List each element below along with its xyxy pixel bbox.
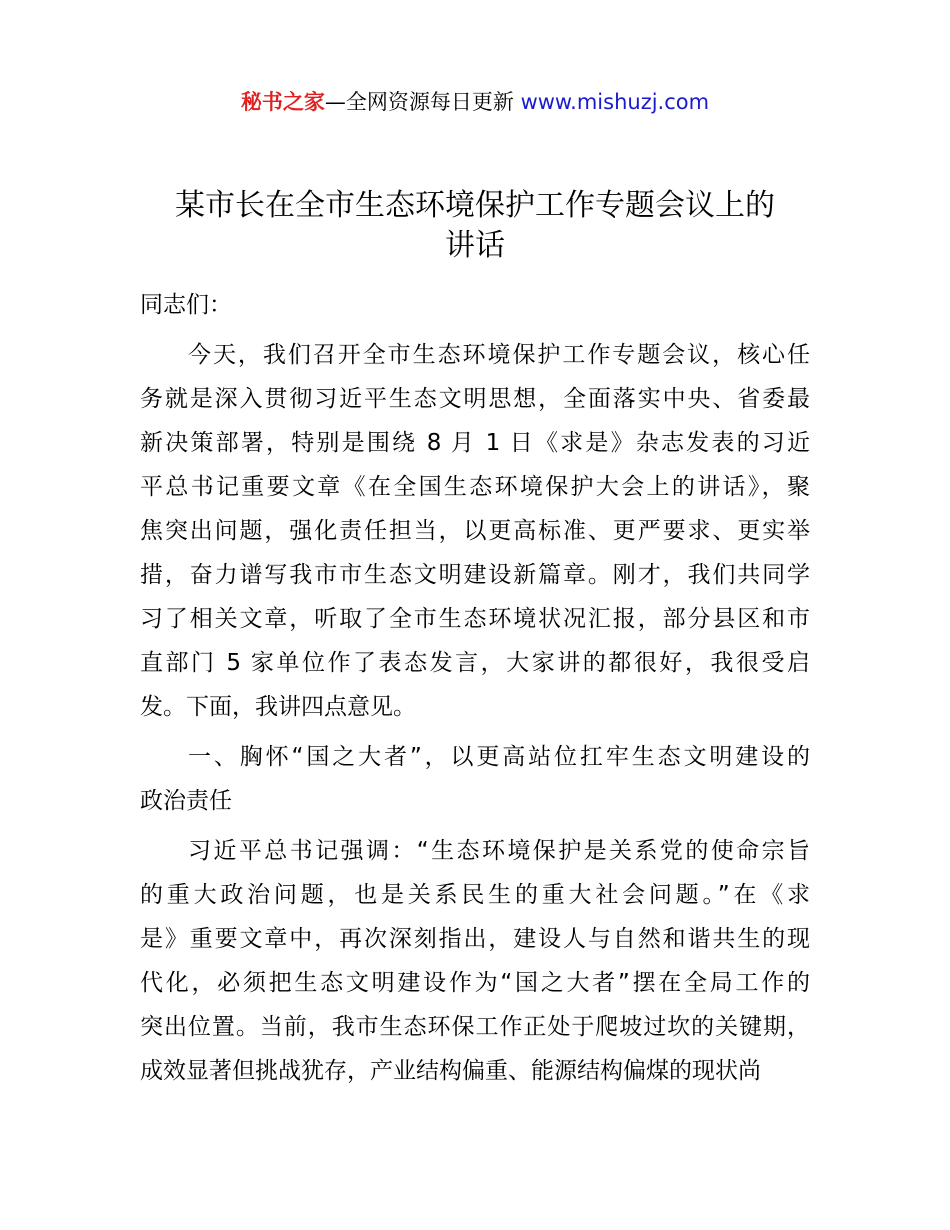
document-title	[120, 186, 830, 266]
site-tagline: —全网资源每日更新	[324, 90, 521, 114]
title-line: 讲话	[445, 228, 505, 263]
paragraph-section-1	[140, 832, 810, 1096]
title-line: 某市长在全市生态环境保护工作专题会议上的	[175, 188, 775, 223]
text-line: 习了相关文章，听取了全市生态环境状况汇报，部分县区和市	[140, 606, 810, 632]
text-line: 务就是深入贯彻习近平生态文明思想，全面落实中央、省委最	[140, 386, 810, 412]
text-line: 是》重要文章中，再次深刻指出，建设人与自然和谐共生的现	[140, 926, 810, 952]
text-line: 的重大政治问题，也是关系民生的重大社会问题。”在《求	[140, 882, 810, 908]
text-line: 成效显著但挑战犹存，产业结构偏重、能源结构偏煤的现状尚	[140, 1058, 761, 1084]
text-line: 代化，必须把生态文明建设作为“国之大者”摆在全局工作的	[140, 970, 810, 996]
site-brand: 秘书之家	[240, 90, 325, 114]
paragraph-intro	[140, 336, 810, 732]
text-line: 平总书记重要文章《在全国生态环境保护大会上的讲话》，聚	[140, 474, 810, 500]
text-line: 直部门 5 家单位作了表态发言，大家讲的都很好，我很受启	[140, 650, 810, 676]
text-line: 今天，我们召开全市生态环境保护工作专题会议，核心任	[188, 342, 810, 368]
text-line: 一、胸怀“国之大者”，以更高站位扛牢生态文明建设的	[188, 744, 810, 770]
text-line: 习近平总书记强调：“生态环境保护是关系党的使命宗旨	[188, 838, 810, 864]
text-line: 发。下面，我讲四点意见。	[140, 694, 416, 720]
site-header	[0, 86, 950, 118]
site-url-link[interactable]: www.mishuzj.com	[520, 90, 710, 114]
salutation: 同志们：	[140, 292, 232, 318]
text-line: 突出位置。当前，我市生态环保工作正处于爬坡过坎的关键期，	[140, 1014, 810, 1040]
document-body	[140, 286, 810, 1102]
text-line: 焦突出问题，强化责任担当，以更高标准、更严要求、更实举	[140, 518, 810, 544]
section-heading-1	[140, 738, 810, 826]
text-line: 措，奋力谱写我市市生态文明建设新篇章。刚才，我们共同学	[140, 562, 810, 588]
text-line: 政治责任	[140, 788, 232, 814]
text-line: 新决策部署，特别是围绕 8 月 1 日《求是》杂志发表的习近	[140, 430, 810, 456]
